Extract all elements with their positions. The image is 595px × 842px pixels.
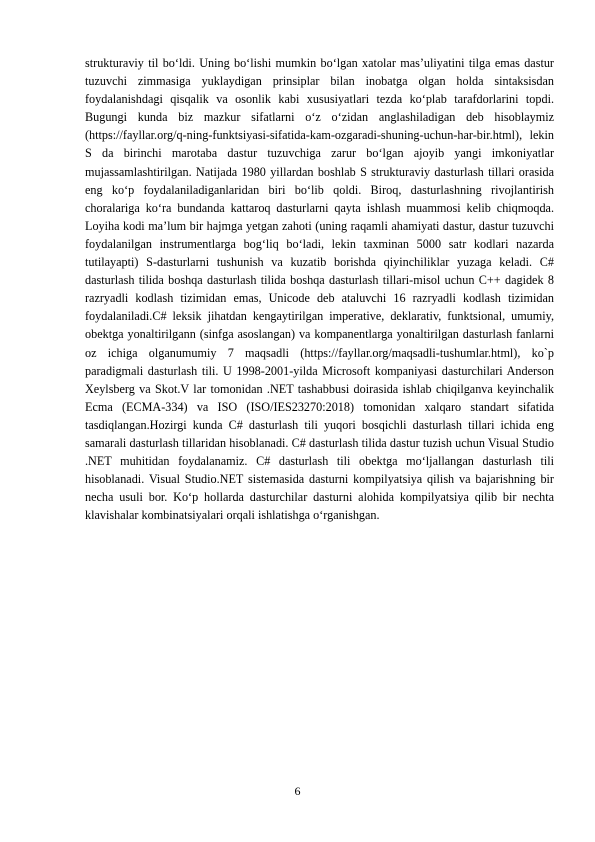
body-paragraph: strukturaviy til bo‘ldi. Uning bo‘lishi mumkin bo‘lgan xatolar mas’uliyatini tilga emas dastur tuzuvchi zimmasiga yuklaydigan prinsiplar bilan inobatga olgan holda sintaksisdan foydalanishdagi qisqalik va osonlik kabi xususiyatlari tezda ko‘plab tarafdorlarini topdi. Bugungi kunda biz mazkur sifatlarni o‘z o‘zidan anglashiladigan deb hisoblaymiz (https://fayllar.org/q-ning-funktsiyasi-sifatida-kam-ozgaradi-shuning-uchun-har-bir.html), lekin S da birinchi marotaba dastur tuzuvchiga zarur bo‘lgan ajoyib yangi imkoniyatlar mujassamlashtirilgan. Natijada 1980 yillardan boshlab S strukturaviy dasturlash tillari orasida eng ko‘p foydalaniladiganlaridan biri bo‘lib qoldi. Biroq, dasturlashning rivojlantirish choralariga ko‘ra bundanda kattaroq dasturlarni qayta ishlash muammosi kelib chiqmoqda. Loyiha kodi ma’lum bir hajmga yetgan zahoti (uning raqamli ahamiyati dastur, dastur tuzuvchi foydalanilgan instrumentlarga bog‘liq bo‘ladi, lekin taxminan 5000 satr kodlari nazarda tutilayapti) S-dasturlarni tushunish va kuzatib borishda qiyinchiliklar yuzaga keladi. C# dasturlash tilida boshqa dasturlash tilida boshqa dasturlash tillari-misol uchun C++ dagidek 8 razryadli kodlash tizimidan emas, Unicode deb ataluvchi 16 razryadli kodlash tizimidan foydalaniladi.C# leksik jihatdan kengaytirilgan imperative, deklarativ, funktsional, umumiy, obektga yonaltirilgann (sinfga asoslangan) va kompanentlarga yonaltirilgan dasturlash fanlarni oz ichiga olganumumiy 7 maqsadli (https://fayllar.org/maqsadli-tushumlar.html), ko`p paradigmali dasturlash tili. U 1998-2001-yilda Microsoft kompaniyasi dasturchilari Anderson Xeylsberg va Skot.V lar tomonidan .NET tashabbusi doirasida ishlab chiqilganva keyinchalik Ecma (ECMA-334) va ISO (ISO/IES23270:2018) tomonidan xalqaro standart sifatida tasdiqlangan.Hozirgi kunda C# dasturlash tili yuqori bosqichli dasturlash tillari ichida eng samarali dasturlash tillaridan hisoblanadi. C# dasturlash tilida dastur tuzish uchun Visual Studio .NET muhitidan foydalanamiz. C# dasturlash tili obektga mo‘ljallangan dasturlash tili hisoblanadi. Visual Studio.NET sistemasida dasturni kompilyatsiya qilish va bajarishning bir necha usuli bor. Ko‘p hollarda dasturchilar dasturni alohida kompilyatsiya qilib bir nechta klavishalar kombinatsiyalari orqali ishlatishga o‘rganishgan.	[85, 56, 554, 523]
page-number: 6	[294, 784, 301, 798]
